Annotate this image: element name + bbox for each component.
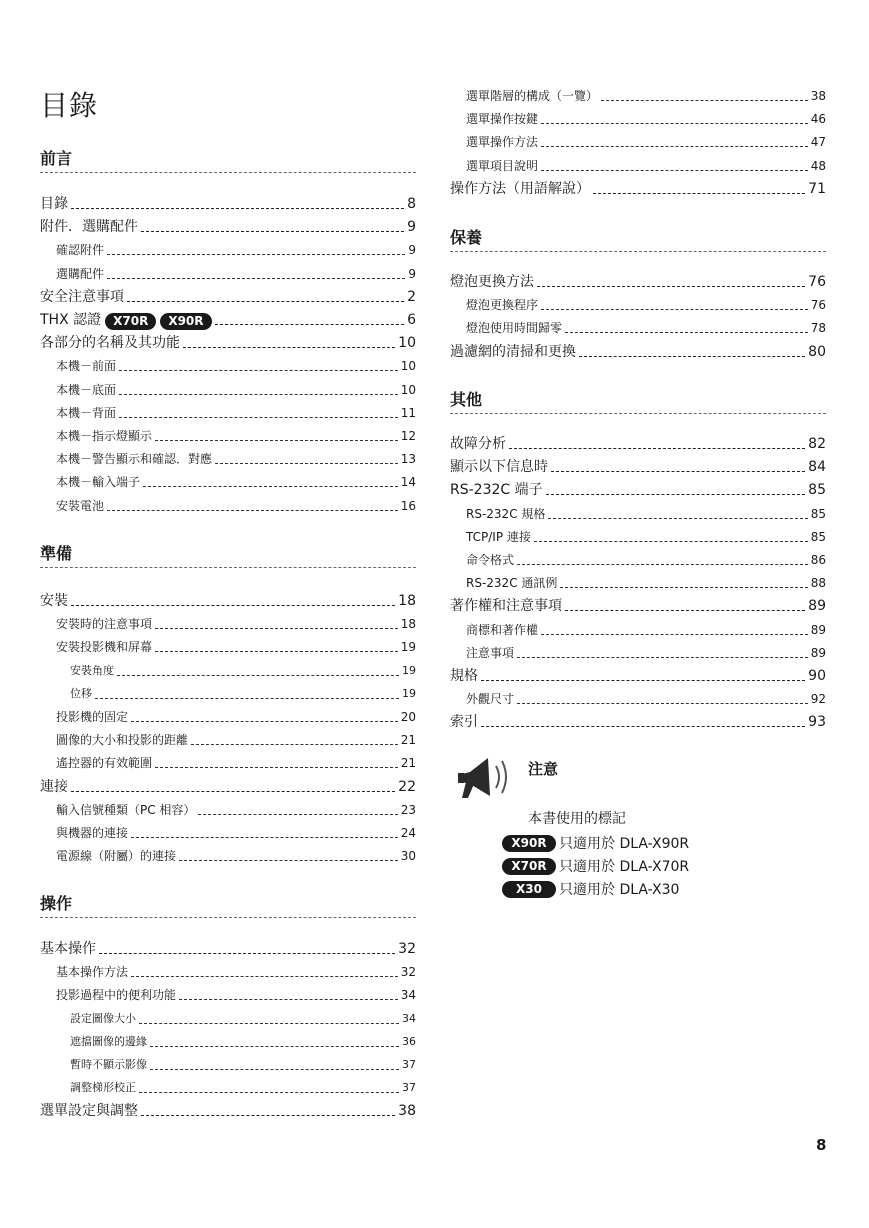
dot-leader [534,541,808,542]
section-heading: 前言 [40,146,416,170]
toc-page-number: 19 [402,664,416,677]
toc-entry-title: 投影過程中的便利功能 [56,988,177,1002]
legend-text: 只適用於 DLA-X90R [559,836,690,852]
toc-entry-title: 燈泡更換方法 [450,274,534,290]
toc-entry [450,480,826,500]
toc-entry-title: 確認附件 [56,243,105,257]
dot-leader [593,193,805,194]
dot-leader [517,703,808,704]
toc-entry-title: 命令格式 [466,553,515,567]
toc-entry [450,156,826,176]
dot-leader [560,587,807,588]
toc-entry-title: 選購配件 [56,267,105,281]
toc-entry-title: 基本操作 [40,941,96,957]
toc-entry [40,287,416,307]
toc-page-number: 10 [400,383,416,397]
dot-leader [155,651,398,652]
dot-leader [107,278,405,279]
toc-entry [40,194,416,214]
page-title: 目錄 [40,89,99,122]
toc-entry-title: 連接 [40,779,68,795]
toc-page-number: 21 [400,756,416,770]
toc-page-number: 30 [400,849,416,863]
model-badge: X70R [105,313,156,330]
toc-page-number: 80 [808,344,826,360]
toc-entry [450,550,826,570]
dot-leader [551,471,805,472]
toc-page-number: 37 [402,1058,416,1071]
toc-entry [40,472,416,492]
toc-page-number: 89 [810,623,826,637]
toc-entry-title: 選單項目說明 [466,159,539,173]
toc-page-number: 24 [400,826,416,840]
dot-leader [565,610,805,611]
section-heading: 準備 [40,541,416,565]
toc-entry [40,707,416,727]
toc-page-number: 37 [402,1081,416,1094]
dot-leader [541,146,808,147]
toc-entry [450,295,826,315]
legend-title: 本書使用的標記 [528,811,626,827]
toc-entry-title: 目錄 [40,196,68,212]
toc-entry-title: 選單設定與調整 [40,1103,138,1119]
toc-page-number: 46 [810,112,826,126]
toc-page-number: 8 [407,196,416,212]
dot-leader [517,657,808,658]
toc-entry-title: 索引 [450,714,478,730]
toc-page-number: 38 [398,1103,416,1119]
dot-leader [127,301,404,302]
toc-entry [40,333,416,353]
toc-entry [40,637,416,657]
dot-leader [155,628,398,629]
toc-entry-title: RS-232C 通訊例 [466,576,558,590]
toc-page-number: 9 [407,219,416,235]
toc-page-number: 12 [400,429,416,443]
megaphone-icon [456,752,516,804]
toc-entry [40,217,416,237]
toc-entry-title: 安全注意事項 [40,289,124,305]
legend-text: 只適用於 DLA-X70R [559,859,690,875]
dot-leader [150,1046,399,1047]
dot-leader [71,791,395,792]
toc-page-number: 89 [808,598,826,614]
toc-entry-title: 選單階層的構成（一覽） [466,89,599,103]
toc-entry-title: 附件．選購配件 [40,219,138,235]
toc-entry-title: 輸入信號種類（PC 相容） [56,803,196,817]
toc-entry [450,573,826,593]
dot-leader [601,100,808,101]
model-badge: X30 [502,881,556,898]
toc-entry [40,403,416,423]
dot-leader [71,605,395,606]
toc-entry [450,457,826,477]
model-badge: X90R [160,313,211,330]
toc-entry-title: 投影機的固定 [56,710,129,724]
toc-entry-title: 圖像的大小和投影的距離 [56,733,189,747]
toc-page-number: 89 [810,646,826,660]
dot-leader [579,356,805,357]
toc-page-number: 47 [810,135,826,149]
toc-entry [40,310,416,330]
dot-leader [150,1069,399,1070]
toc-entry [40,753,416,773]
toc-entry [40,449,416,469]
toc-entry-title: 安裝電池 [56,499,105,513]
toc-page-number: 93 [808,714,826,730]
toc-entry-title: 設定圖像大小 [70,1012,136,1025]
toc-page-number: 21 [400,733,416,747]
legend-text: 只適用於 DLA-X30 [559,882,680,898]
dot-leader [179,999,398,1000]
toc-entry [450,434,826,454]
toc-entry-title: 選單操作方法 [466,135,539,149]
model-badge: X70R [502,858,556,875]
toc-entry-title: 本機－指示燈顯示 [56,429,153,443]
toc-page-number: 10 [398,335,416,351]
toc-page-number: 13 [400,452,416,466]
toc-entry-title: 位移 [70,687,92,700]
toc-entry-title: 本機－輸入端子 [56,475,141,489]
dot-leader [117,675,399,676]
toc-entry-title: 燈泡使用時間歸零 [466,321,563,335]
toc-entry-title: 過濾網的清掃和更換 [450,344,576,360]
toc-entry [450,272,826,292]
dot-leader [155,767,398,768]
dot-leader [541,123,808,124]
toc-entry-title: 注意事項 [466,646,515,660]
toc-entry-title: 暫時不顯示影像 [70,1058,147,1071]
toc-entry [450,504,826,524]
dot-leader [119,417,398,418]
dot-leader [139,1092,399,1093]
toc-entry [40,777,416,797]
toc-entry-title: 安裝角度 [70,664,114,677]
toc-page-number: 6 [407,312,416,328]
toc-page-number: 19 [400,640,416,654]
dot-leader [541,634,808,635]
toc-page-number: 19 [402,687,416,700]
toc-page-number: 85 [810,530,826,544]
toc-entry-title: 本機－警告顯示和確認．對應 [56,452,213,466]
dot-leader [155,440,398,441]
toc-entry [450,109,826,129]
toc-page-number: 48 [810,159,826,173]
toc-page-number: 18 [400,617,416,631]
toc-entry-title: RS-232C 端子 [450,482,543,498]
toc-entry [450,596,826,616]
toc-entry [40,1032,416,1052]
toc-entry [450,643,826,663]
toc-entry-title: 商標和著作權 [466,623,539,637]
toc-page-number: 22 [398,779,416,795]
toc-page-number: 32 [400,965,416,979]
toc-page-number: 36 [402,1035,416,1048]
toc-page-number: 23 [400,803,416,817]
toc-entry-title: 本機－前面 [56,359,117,373]
toc-page-number: 84 [808,459,826,475]
toc-entry [450,342,826,362]
toc-entry [40,1055,416,1075]
page-number: 8 [816,1136,827,1154]
toc-entry-title: 安裝時的注意事項 [56,617,153,631]
dot-leader [139,1023,399,1024]
toc-page-number: 32 [398,941,416,957]
dot-leader [141,1115,395,1116]
toc-page-number: 90 [808,668,826,684]
dot-leader [95,698,399,699]
toc-entry [450,132,826,152]
toc-page-number: 9 [408,267,416,281]
toc-entry-title: 本機－背面 [56,406,117,420]
toc-entry-title: 遙控器的有效範圍 [56,756,153,770]
legend-item [502,879,679,899]
dot-leader [183,347,395,348]
toc-entry-title: 規格 [450,668,478,684]
dot-leader [179,860,398,861]
toc-entry [40,985,416,1005]
toc-page-number: 85 [808,482,826,498]
dot-leader [546,494,806,495]
toc-page-number: 76 [808,274,826,290]
toc-page-number: 18 [398,593,416,609]
legend-item [502,856,689,876]
toc-page-number: 92 [810,692,826,706]
dot-leader [71,208,404,209]
toc-entry-title: 安裝投影機和屏幕 [56,640,153,654]
toc-entry [450,86,826,106]
toc-page-number: 10 [400,359,416,373]
dot-leader [565,332,808,333]
toc-entry [40,1101,416,1121]
toc-entry [40,591,416,611]
toc-entry [40,356,416,376]
dot-leader [119,370,398,371]
toc-page-number: 16 [400,499,416,513]
toc-entry-title: 顯示以下信息時 [450,459,548,475]
toc-entry [450,689,826,709]
dot-leader [537,286,805,287]
dot-leader [143,486,398,487]
toc-entry-title: 燈泡更換程序 [466,298,539,312]
toc-entry-title: 操作方法（用語解說） [450,181,590,197]
toc-page-number: 88 [810,576,826,590]
toc-entry-title: 著作權和注意事項 [450,598,562,614]
toc-entry-title: RS-232C 規格 [466,507,546,521]
toc-entry [40,496,416,516]
toc-entry-title: TCP/IP 連接 [466,530,531,544]
dot-leader [517,564,808,565]
toc-entry [40,800,416,820]
toc-page-number: 14 [400,475,416,489]
section-heading: 操作 [40,891,416,915]
toc-entry [40,823,416,843]
toc-entry-title: 本機－底面 [56,383,117,397]
toc-entry [450,179,826,199]
toc-entry [40,684,416,704]
toc-page-number: 82 [808,436,826,452]
dot-leader [198,814,397,815]
dot-leader [141,231,404,232]
section-heading: 保養 [450,225,826,249]
toc-entry [450,527,826,547]
toc-entry-title: 選單操作按鍵 [466,112,539,126]
dot-leader [509,448,805,449]
toc-entry-title: 各部分的名稱及其功能 [40,335,180,351]
toc-page-number: 34 [402,1012,416,1025]
toc-page-number: 34 [400,988,416,1002]
dot-leader [107,254,405,255]
dot-leader [107,510,398,511]
toc-entry [40,614,416,634]
toc-page-number: 71 [808,181,826,197]
dot-leader [131,976,398,977]
toc-entry [40,264,416,284]
dot-leader [541,309,808,310]
toc-entry-title: 電源線（附屬）的連接 [56,849,177,863]
toc-entry [450,318,826,338]
toc-entry-title: 調整梯形校正 [70,1081,136,1094]
toc-entry [40,240,416,260]
dot-leader [131,721,398,722]
toc-entry [40,962,416,982]
toc-entry [40,730,416,750]
dot-leader [481,680,805,681]
toc-entry-title: 外觀尺寸 [466,692,515,706]
toc-entry-title: 基本操作方法 [56,965,129,979]
toc-entry [450,620,826,640]
toc-entry [40,426,416,446]
toc-entry [40,846,416,866]
section-heading: 其他 [450,387,826,411]
dot-leader [131,837,398,838]
toc-entry-title: THX 認證 [40,312,102,328]
toc-entry-title: 與機器的連接 [56,826,129,840]
toc-entry-title: 安裝 [40,593,68,609]
toc-entry [40,939,416,959]
model-badge: X90R [502,835,556,852]
dot-leader [481,726,805,727]
toc-entry [450,666,826,686]
toc-page-number: 76 [810,298,826,312]
toc-entry [40,661,416,681]
toc-page-number: 38 [810,89,826,103]
toc-entry [450,712,826,732]
toc-page-number: 78 [810,321,826,335]
dot-leader [99,953,395,954]
toc-page-number: 85 [810,507,826,521]
toc-entry [40,380,416,400]
dot-leader [191,744,398,745]
toc-page-number: 86 [810,553,826,567]
dot-leader [119,394,398,395]
dot-leader [215,324,405,325]
toc-page-number: 9 [408,243,416,257]
toc-page-number: 2 [407,289,416,305]
toc-entry [40,1009,416,1029]
legend-item [502,833,689,853]
toc-entry-title: 遮擋圖像的邊緣 [70,1035,147,1048]
toc-entry [40,1078,416,1098]
toc-entry-title: 故障分析 [450,436,506,452]
toc-page-number: 20 [400,710,416,724]
dot-leader [215,463,398,464]
dot-leader [548,518,807,519]
dot-leader [541,170,808,171]
note-title: 注意 [528,760,559,778]
toc-page-number: 11 [400,406,416,420]
